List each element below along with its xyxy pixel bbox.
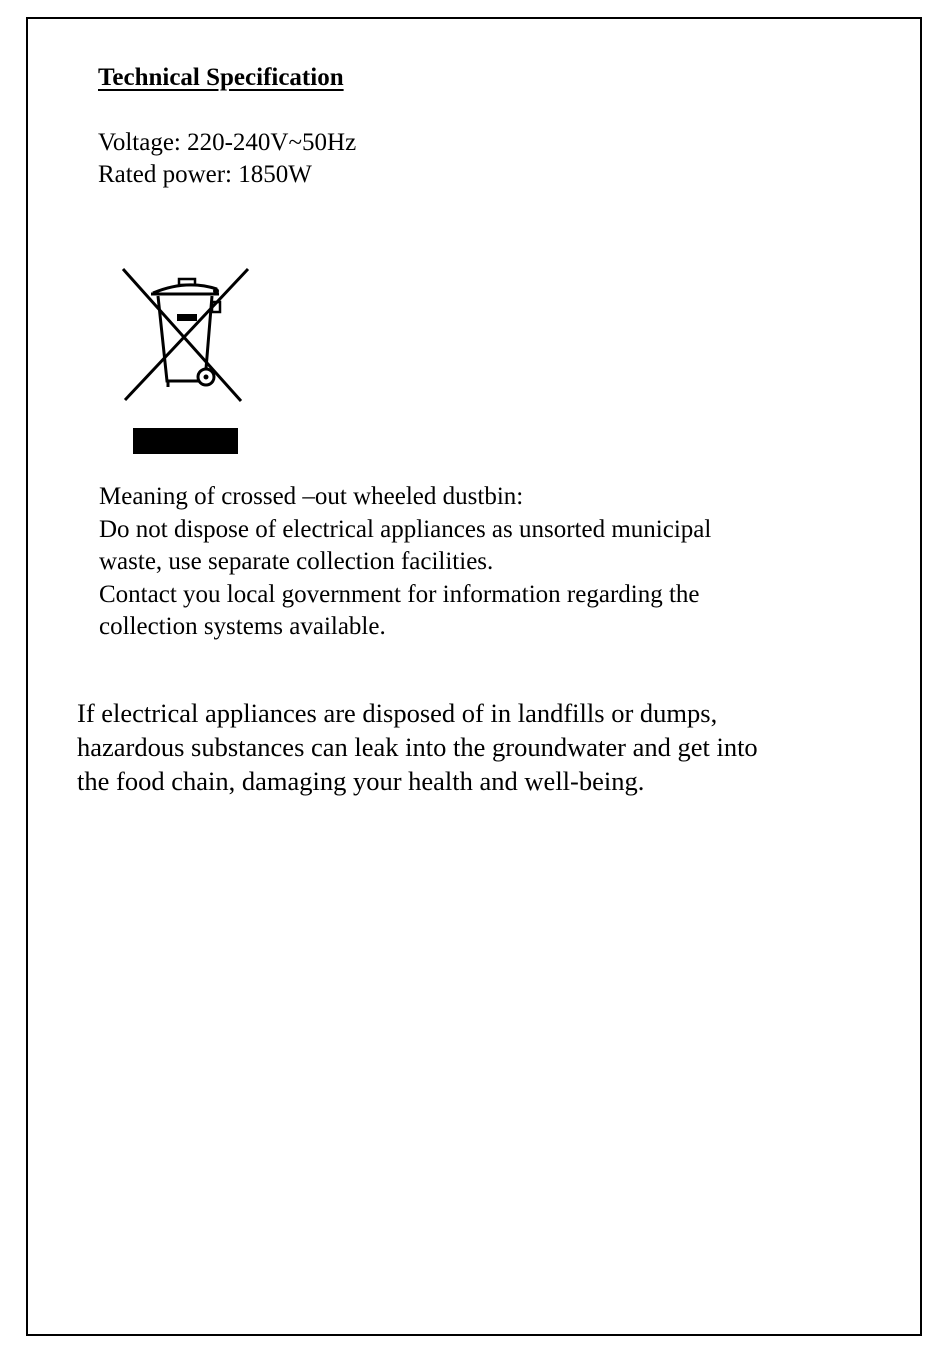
weee-notice-line: waste, use separate collection facilities. [99,548,494,575]
hazard-notice-line: If electrical appliances are disposed of in landfills or dumps, [77,698,718,728]
weee-disposal-notice [99,481,859,644]
weee-notice-line: Meaning of crossed –out wheeled dustbin: [99,483,524,510]
spec-title: Technical Specification [98,64,344,91]
spec-rated-power: Rated power: 1850W [98,161,312,188]
weee-notice-line: collection systems available. [99,613,386,640]
crossed-out-wheeled-bin-icon [115,262,255,462]
weee-notice-line: Contact you local government for information regarding the [99,580,700,608]
page-frame [26,17,922,1336]
hazard-notice-line: hazardous substances can leak into the groundwater and get into [77,732,758,762]
hazard-notice-line: the food chain, damaging your health and well-being. [77,766,645,796]
hazard-notice [77,696,877,798]
spec-voltage: Voltage: 220-240V~50Hz [98,129,357,156]
weee-notice-line: Do not dispose of electrical appliances as unsorted municipal [99,515,712,543]
